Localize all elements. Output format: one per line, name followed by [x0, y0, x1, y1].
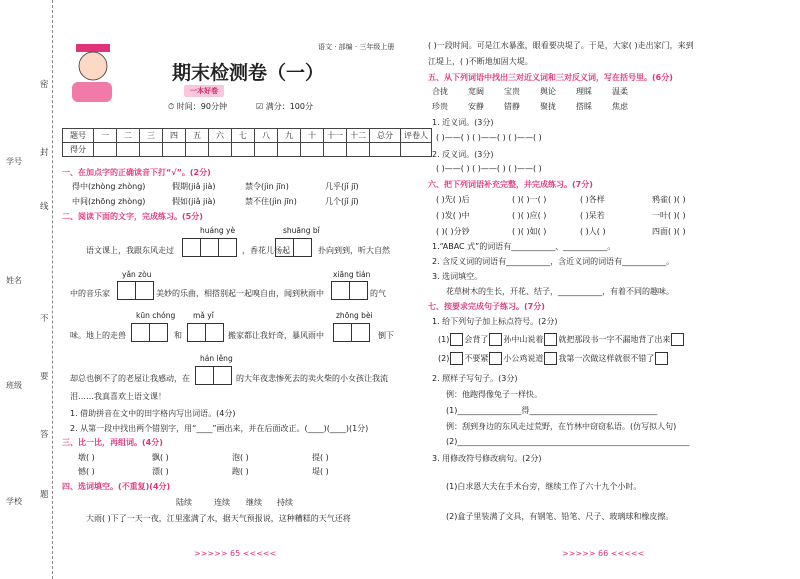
score-header-cell: 四: [163, 129, 186, 143]
reading-text: 的大年夜悲惨死去的卖火柴的小女孩让我流: [236, 374, 388, 383]
idiom-blank[interactable]: ( )各样: [580, 195, 605, 204]
example-text: 例：他跑得像兔子一样快。: [446, 390, 542, 399]
sub-question: 花草树木的生长，开花、结子，___________，有着不同的趣味。: [446, 287, 674, 296]
reading-text: ( )一段时间。可是江水暴涨，眼看要决堤了。于是，大家( )走出家门，来到: [428, 41, 694, 50]
answer-line[interactable]: (2)__________________________________________________________: [446, 437, 690, 446]
sub-question: 2. 反义词。(3分): [432, 150, 494, 159]
sub-question: 2. 从第一段中找出两个错别字，用“____”画出来，并在后面改正。(____)(____)(1分): [70, 424, 369, 433]
idiom-blank[interactable]: ( )( )如( ): [512, 227, 547, 236]
answer-pairs[interactable]: ( )——( ) ( )——( ) ( )——( ): [436, 133, 542, 142]
reading-text: 味。地上的走兽: [70, 331, 126, 340]
reading-text: 大雨( )下了一天一夜，江里涨满了水，据天气预报说，这种糟糕的天气还将: [86, 514, 351, 523]
word-option: 宝贵: [504, 87, 520, 96]
seal-mark: 封: [40, 148, 49, 158]
q1-item: 假期(jiǎ jià): [172, 182, 216, 191]
sentence-part: 小公鸡说道: [503, 354, 544, 363]
score-header-cell: 二: [117, 129, 140, 143]
q3-item: 泡( ): [232, 453, 249, 462]
answer-pairs[interactable]: ( )——( ) ( )——( ) ( )——( ): [436, 164, 542, 173]
score-cell[interactable]: [347, 143, 370, 157]
sub-question: 3. 选词填空。: [432, 272, 483, 281]
example-text: 例：刮到身边的东风走过荒野，在竹林中窃窃私语。(仿写拟人句): [446, 422, 677, 431]
score-header-cell: 八: [255, 129, 278, 143]
q1-item: 中间(zhōng zhòng): [72, 197, 146, 206]
q5-title: 五、从下列词语中找出三对近义词和三对反义词，写在括号里。(6分): [428, 73, 673, 82]
pinyin: hán lěng: [200, 354, 233, 363]
word-option: 焦虑: [612, 102, 628, 111]
seal-mark: 密: [40, 80, 49, 90]
score-cell[interactable]: [301, 143, 324, 157]
score-cell[interactable]: [324, 143, 347, 157]
score-cell[interactable]: [370, 143, 401, 157]
sub-question: 1. 借助拼音在文中的田字格内写出词语。(4分): [70, 409, 236, 418]
score-header-cell: 总分: [370, 129, 401, 143]
school-label: 学校: [6, 497, 22, 506]
reading-text: 中的音乐家: [70, 289, 110, 298]
word-option: 持续: [277, 498, 293, 507]
sub-question: 3. 用修改符号修改病句。(2分): [432, 454, 542, 463]
score-table: [62, 128, 432, 157]
writing-grid: [183, 238, 237, 257]
punct-box[interactable]: [671, 333, 684, 346]
pinyin: yǎn zòu: [122, 270, 152, 279]
sentence-part: 不要紧: [464, 354, 489, 363]
punct-box[interactable]: [544, 333, 557, 346]
reading-text: 的气: [370, 289, 386, 298]
mascot-illustration: [62, 38, 124, 104]
score-cell[interactable]: [163, 143, 186, 157]
punct-box[interactable]: [544, 352, 557, 365]
writing-grid: [276, 238, 312, 257]
score-cell[interactable]: [186, 143, 209, 157]
word-option: 理睬: [576, 87, 592, 96]
seal-mark: 答: [40, 430, 49, 440]
reading-text: 却总也倒不了的老屋让我感动，在: [70, 374, 190, 383]
sentence-part: 我第一次做这样就很不错了: [558, 354, 655, 363]
score-cell[interactable]: [278, 143, 301, 157]
idiom-blank[interactable]: ( )( )应( ): [512, 211, 547, 220]
item-number: (2): [438, 354, 450, 363]
reading-text: 语文课上，我跟东风走过: [86, 246, 174, 255]
page-title: 期末检测卷（一）: [172, 62, 325, 84]
writing-grid: [332, 281, 368, 300]
pinyin: xiāng tián: [333, 270, 371, 279]
sub-question: 1. 给下列句子加上标点符号。(2分): [432, 317, 558, 326]
sub-question: 1. 近义词。(3分): [432, 118, 494, 127]
score-cell[interactable]: [140, 143, 163, 157]
sub-question: 2. 照样子写句子。(3分): [432, 374, 518, 383]
word-option: 珍贵: [432, 102, 448, 111]
q3-item: 飘( ): [152, 453, 169, 462]
score-cell[interactable]: [232, 143, 255, 157]
brand-banner: 一本好卷: [184, 85, 224, 97]
q3-item: 墩( ): [78, 453, 95, 462]
score-header-cell: 十一: [324, 129, 347, 143]
punctuation-line: [438, 333, 685, 346]
idiom-blank[interactable]: ( )先( )后: [436, 195, 470, 204]
seal-mark: 要: [40, 372, 49, 382]
time-info: ⏱ 时间：90分钟: [168, 102, 227, 111]
word-option: 宽阔: [468, 87, 484, 96]
q3-item: 提( ): [312, 453, 329, 462]
punct-box[interactable]: [489, 333, 502, 346]
score-row-label: 得分: [63, 143, 94, 157]
punctuation-line: [438, 352, 669, 365]
idiom-blank[interactable]: ( )人( ): [580, 227, 606, 236]
student-id-label: 学号: [6, 157, 22, 166]
pinyin: huáng yè: [200, 226, 236, 235]
seal-mark: 线: [40, 202, 49, 212]
writing-grid: [132, 323, 168, 342]
q1-item: 禁不住(jìn jīn): [245, 197, 297, 206]
word-option: 合拢: [432, 87, 448, 96]
reading-text: 泪……我真喜欢上语文课！: [70, 392, 166, 401]
reading-text: 扑向到到，听大自然: [318, 246, 390, 255]
q3-item: 堤( ): [312, 467, 329, 476]
reading-text: 搬家都让我好奇，暴风雨中: [228, 331, 324, 340]
punct-box[interactable]: [450, 352, 463, 365]
idiom-blank[interactable]: 鸦雀( )( ): [652, 195, 686, 204]
word-option: 聚拢: [540, 102, 556, 111]
clock-icon: ⏱: [168, 102, 175, 111]
pinyin: shuāng bǐ: [283, 226, 320, 235]
item-number: (1): [438, 335, 450, 344]
q6-title: 六、把下列词语补充完整，并完成练习。(7分): [428, 180, 593, 189]
idiom-blank[interactable]: ( )( )分钞: [436, 227, 470, 236]
score-cell[interactable]: [401, 143, 432, 157]
score-header-cell: 一: [94, 129, 117, 143]
score-header-cell: 十二: [347, 129, 370, 143]
idiom-blank[interactable]: 四面( )( ): [652, 227, 686, 236]
q1-item: 几乎(jǐ jī): [325, 182, 359, 191]
pinyin: kūn chóng: [136, 311, 176, 320]
q1-item: 几个(jǐ jī): [325, 197, 359, 206]
word-option: 舆论: [540, 87, 556, 96]
q3-title: 三、比一比，再组词。(4分): [62, 438, 163, 447]
score-header-cell: 五: [186, 129, 209, 143]
idiom-blank[interactable]: ( )发( )中: [436, 211, 470, 220]
pinyin: zhōng bèi: [336, 311, 373, 320]
q1-item: 得中(zhòng zhòng): [72, 182, 146, 191]
idiom-blank[interactable]: 一叶( )( ): [652, 211, 686, 220]
score-header-cell: 三: [140, 129, 163, 143]
word-option: 继续: [246, 498, 262, 507]
page-number-left: >>>>> 65 <<<<<: [194, 549, 277, 558]
q3-item: 漂( ): [152, 467, 169, 476]
faulty-sentence: (2)盒子里装满了文具，有钢笔、铅笔、尺子、玻璃球和橡皮擦。: [446, 512, 674, 521]
q1-title: 一、在加点字的正确读音下打“√”。(2分): [62, 168, 211, 177]
word-option: 错静: [504, 102, 520, 111]
class-label: 班级: [6, 381, 22, 390]
reading-text: 美妙的乐曲，相搭别起一起嗅自由，闻到秋雨中: [156, 289, 324, 298]
score-cell[interactable]: [209, 143, 232, 157]
word-option: 陆续: [176, 498, 192, 507]
score-header-cell: 评卷人: [401, 129, 432, 143]
writing-grid: [118, 281, 154, 300]
grade-label: 语文 · 部编 · 三年级上册: [318, 43, 395, 51]
sentence-part: 会背了: [464, 335, 489, 344]
answer-line[interactable]: (1)________________得________________________________: [446, 406, 658, 415]
seal-mark: 题: [40, 490, 49, 500]
check-icon: ☑: [256, 102, 264, 111]
score-header-cell: 六: [209, 129, 232, 143]
punct-box[interactable]: [450, 333, 463, 346]
sentence-part: 孙中山说着: [503, 335, 544, 344]
q1-item: 假如(jiǎ jià): [172, 197, 216, 206]
q4-title: 四、选词填空。(不重复)(4分): [62, 482, 171, 491]
q3-item: 跑( ): [232, 467, 249, 476]
word-option: 温柔: [612, 87, 628, 96]
pinyin: mǎ yǐ: [193, 311, 214, 320]
score-info: ☑ 满分：100分: [256, 102, 313, 111]
writing-grid: [334, 323, 370, 342]
sub-question: 2. 含反义词的词语有___________，含近义词的词语有___________。: [432, 257, 675, 266]
sentence-part: 就把那段书一字不漏地背了出来: [558, 335, 671, 344]
writing-grid: [196, 366, 232, 385]
seal-mark: 不: [40, 314, 49, 324]
reading-text: 和: [174, 331, 182, 340]
idiom-blank[interactable]: ( )( )一( ): [512, 195, 547, 204]
reading-text: 江堤上，( )不断地加固大堤。: [428, 57, 533, 66]
q7-title: 七、按要求完成句子练习。(7分): [428, 302, 545, 311]
score-header-cell: 题号: [63, 129, 94, 143]
faulty-sentence: (1)白求恩大夫在手术台旁，继续工作了六十九个小时。: [446, 482, 642, 491]
reading-text: ，香花儿扬起: [242, 246, 290, 255]
q1-item: 禁令(jìn jīn): [245, 182, 289, 191]
sub-question: 1.“ABAC 式”的词语有___________、___________。: [432, 242, 616, 251]
word-option: 连续: [214, 498, 230, 507]
score-cell[interactable]: [255, 143, 278, 157]
punct-box[interactable]: [655, 352, 668, 365]
writing-grid: [188, 323, 224, 342]
score-header-cell: 十: [301, 129, 324, 143]
reading-text: 倒下: [378, 331, 394, 340]
score-header-cell: 七: [232, 129, 255, 143]
name-label: 姓名: [6, 276, 22, 285]
word-option: 搭睬: [576, 102, 592, 111]
score-cell[interactable]: [94, 143, 117, 157]
score-cell[interactable]: [117, 143, 140, 157]
q3-item: 憾( ): [78, 467, 95, 476]
score-header-cell: 九: [278, 129, 301, 143]
idiom-blank[interactable]: ( )呆若: [580, 211, 605, 220]
word-option: 安静: [468, 102, 484, 111]
q2-title: 二、阅读下面的文字，完成练习。(5分): [62, 212, 203, 221]
punct-box[interactable]: [489, 352, 502, 365]
page-number-right: >>>>> 66 <<<<<: [562, 549, 645, 558]
